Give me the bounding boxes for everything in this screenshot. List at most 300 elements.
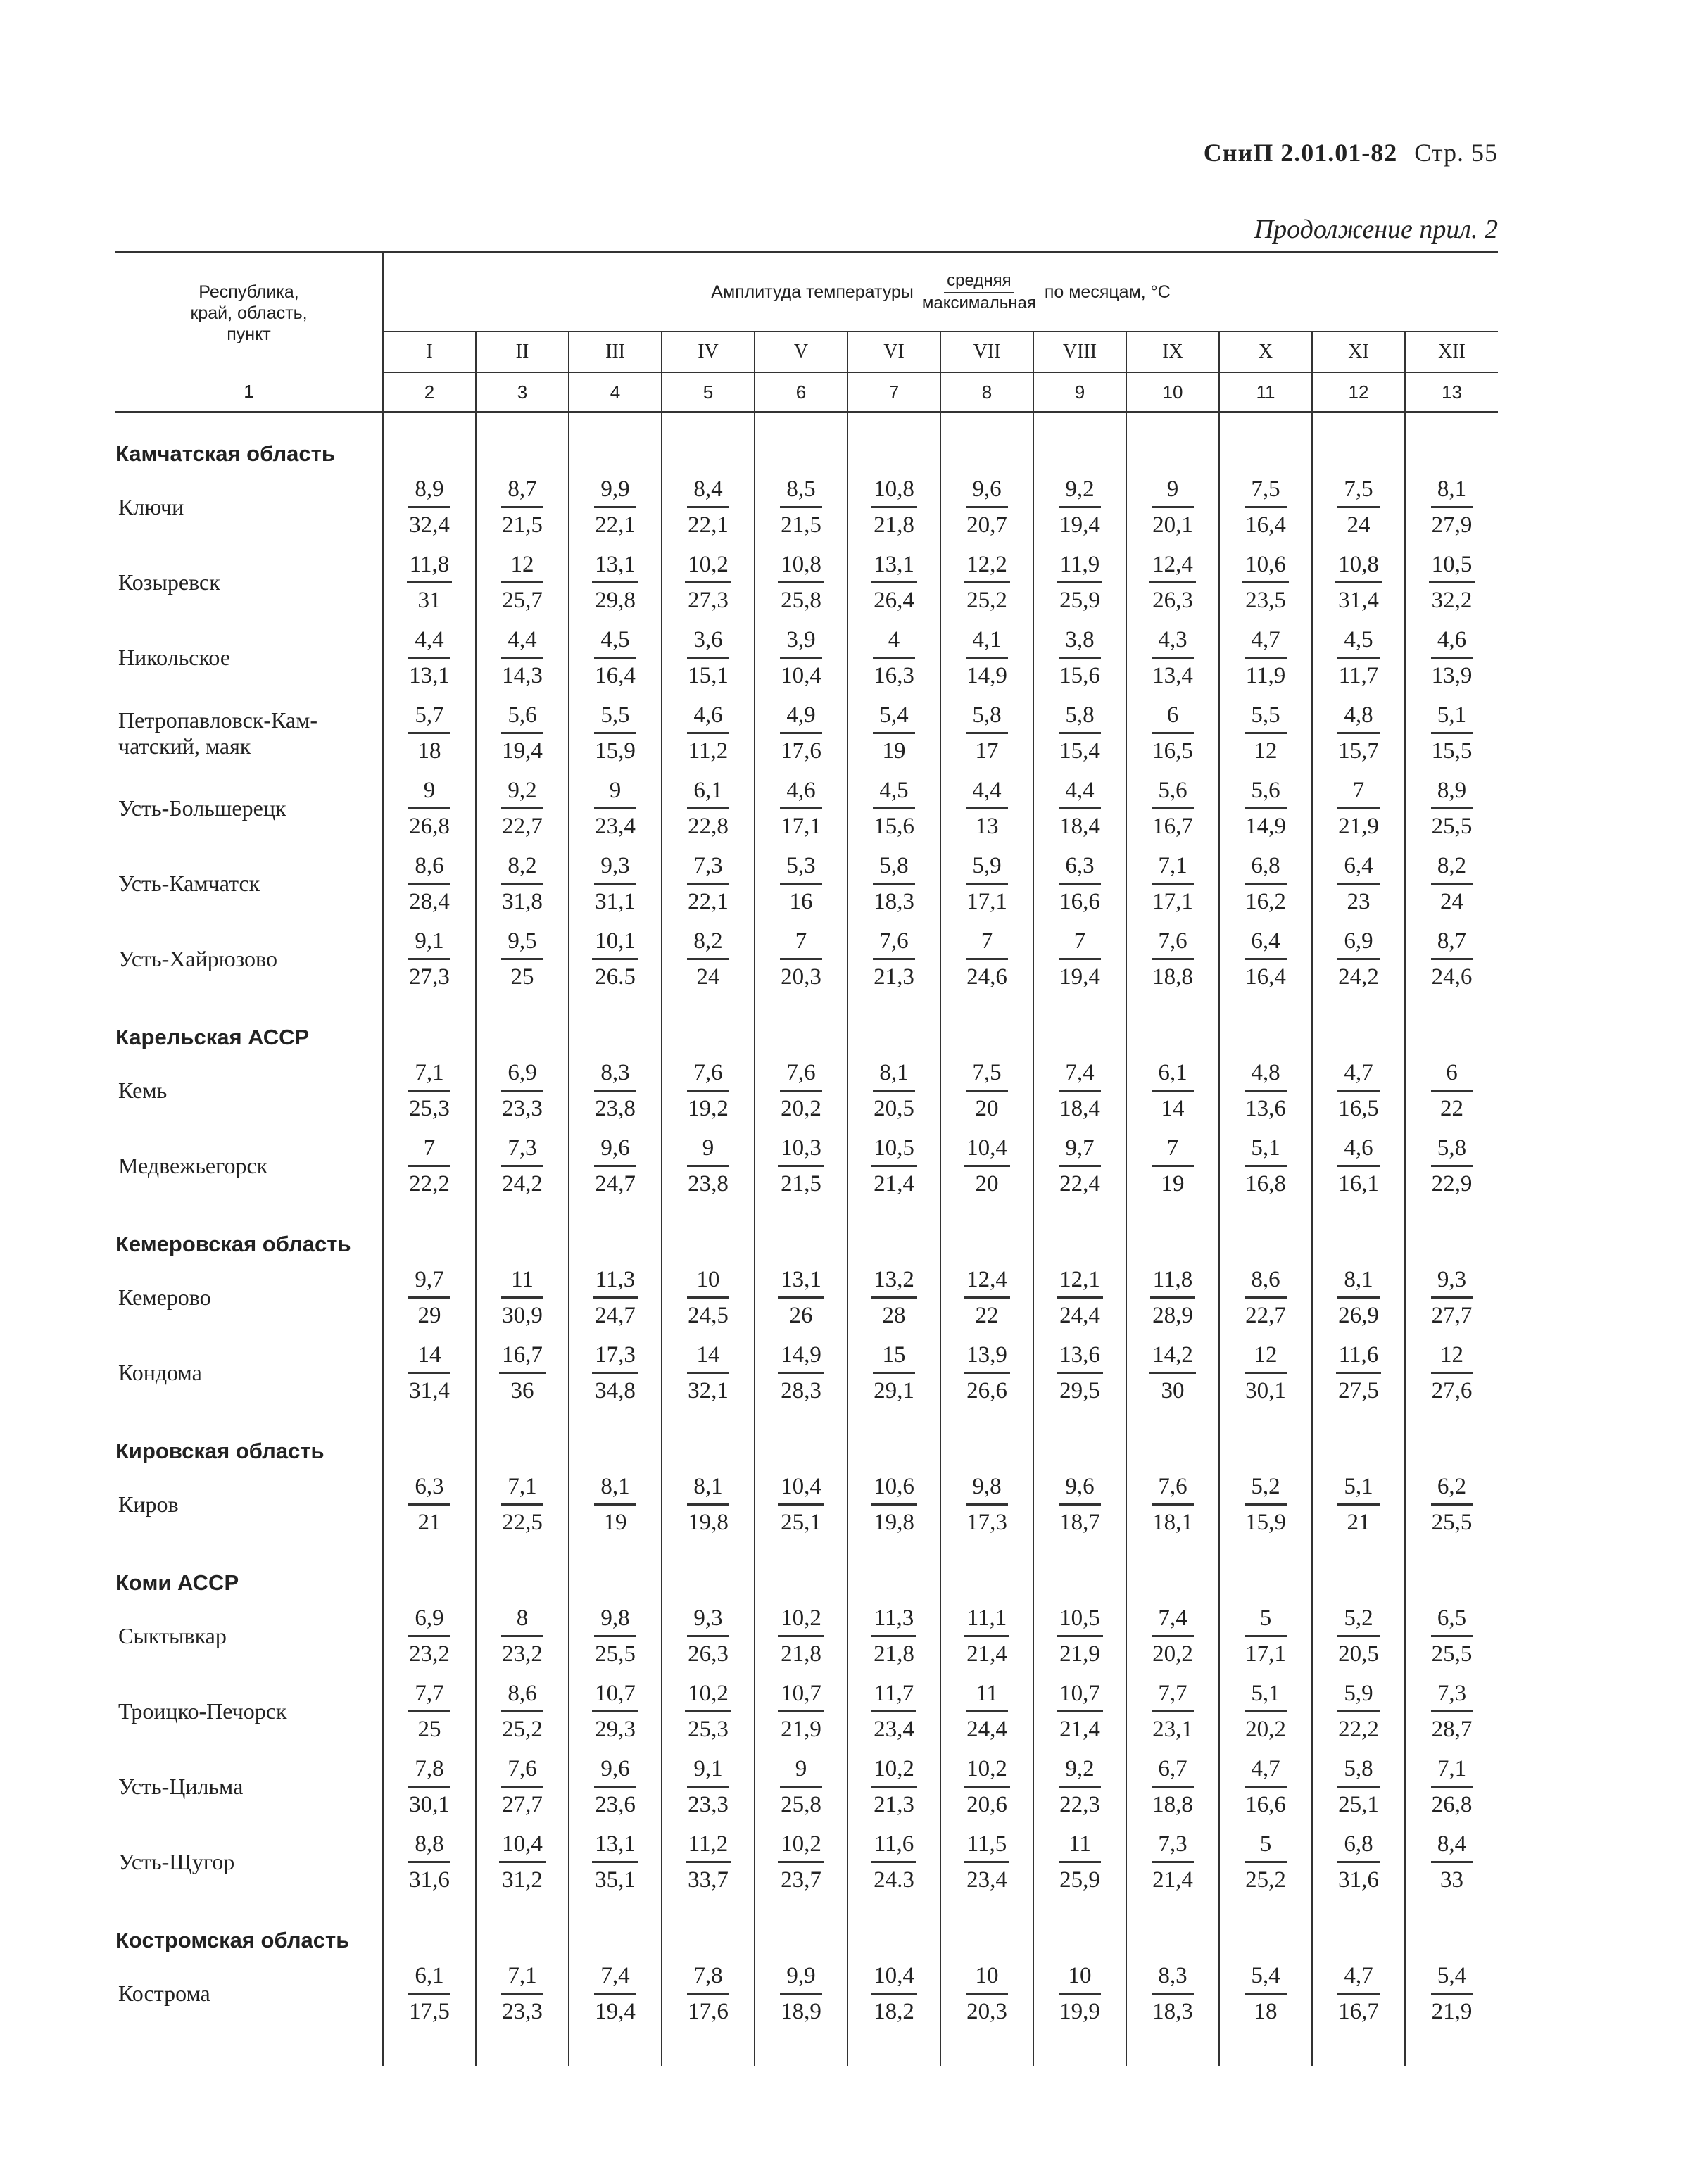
location-name: Ключи [118, 494, 184, 519]
value-cell [383, 1674, 476, 1749]
value-fraction [1245, 1472, 1287, 1536]
empty-cell [383, 412, 476, 470]
value-fraction [1057, 1604, 1103, 1668]
mean-amplitude: 10,3 [778, 1134, 824, 1167]
max-amplitude: 22,3 [1059, 1792, 1100, 1817]
value-fraction [594, 1472, 636, 1536]
mean-amplitude: 7,5 [1337, 475, 1380, 508]
value-fraction [873, 626, 915, 690]
mean-amplitude: 4,5 [1337, 626, 1380, 659]
max-amplitude: 16,6 [1245, 1792, 1286, 1817]
value-cell [1312, 695, 1405, 771]
empty-cell [848, 997, 940, 1053]
max-amplitude: 16,2 [1245, 889, 1286, 914]
table-row [115, 1335, 1498, 1410]
max-amplitude: 15,5 [1431, 738, 1473, 764]
value-cell [1312, 469, 1405, 545]
max-amplitude: 16,8 [1245, 1171, 1286, 1197]
value-fraction [408, 927, 450, 991]
mean-amplitude: 11,6 [1336, 1341, 1382, 1374]
value-fraction [1335, 550, 1382, 614]
value-cell [476, 469, 569, 545]
value-cell [848, 1598, 940, 1674]
mean-amplitude: 12 [1431, 1341, 1473, 1374]
value-cell [1405, 1598, 1498, 1674]
mean-amplitude: 7,6 [501, 1755, 543, 1788]
value-fraction [1431, 1059, 1473, 1123]
value-cell [476, 1053, 569, 1128]
mean-amplitude: 14,2 [1149, 1341, 1196, 1374]
value-fraction [408, 1134, 450, 1198]
value-fraction [1152, 626, 1194, 690]
mean-amplitude: 6,7 [1152, 1755, 1194, 1788]
value-fraction [1431, 852, 1473, 916]
value-cell [1312, 1674, 1405, 1749]
mean-amplitude: 10,2 [964, 1755, 1010, 1788]
mean-amplitude: 9,6 [594, 1755, 636, 1788]
value-fraction [1245, 1679, 1287, 1743]
mean-amplitude: 12,4 [1149, 550, 1196, 583]
value-fraction [780, 701, 822, 765]
value-cell [1126, 545, 1219, 620]
mean-amplitude: 5,4 [1245, 1962, 1287, 1995]
value-fraction [780, 475, 822, 539]
mean-amplitude: 10,4 [964, 1134, 1010, 1167]
mean-amplitude: 5,5 [1245, 701, 1287, 734]
max-amplitude: 22 [1440, 1096, 1463, 1121]
value-cell [1312, 1467, 1405, 1542]
value-fraction [966, 1679, 1008, 1743]
value-cell [1405, 1128, 1498, 1204]
max-amplitude: 32,2 [1431, 588, 1473, 613]
value-cell [940, 1824, 1033, 1900]
max-amplitude: 16,4 [1245, 964, 1286, 990]
value-cell [1405, 1053, 1498, 1128]
mean-amplitude: 5,4 [873, 701, 915, 734]
value-fraction [1431, 1341, 1473, 1405]
value-cell [476, 695, 569, 771]
empty-cell [1126, 1542, 1219, 1598]
mean-amplitude: 7,5 [966, 1059, 1008, 1092]
value-cell [1126, 1824, 1219, 1900]
value-fraction [1337, 776, 1380, 840]
mean-amplitude: 3,9 [780, 626, 822, 659]
empty-cell [569, 2031, 662, 2066]
value-cell [755, 1956, 848, 2031]
mean-amplitude: 11,1 [964, 1604, 1010, 1637]
max-amplitude: 21,9 [781, 1717, 821, 1742]
region-name: Коми АССР [115, 1570, 239, 1595]
value-cell [755, 1749, 848, 1824]
max-amplitude: 22 [975, 1303, 999, 1328]
value-fraction [1057, 1265, 1103, 1330]
empty-cell [1405, 1542, 1498, 1598]
value-cell [1312, 545, 1405, 620]
mean-amplitude: 8,9 [408, 475, 450, 508]
value-cell [569, 1335, 662, 1410]
value-cell [476, 620, 569, 695]
value-fraction [966, 701, 1008, 765]
value-fraction [594, 626, 636, 690]
value-fraction [1337, 626, 1380, 690]
mean-amplitude: 9,3 [1431, 1265, 1473, 1299]
mean-amplitude: 7 [1337, 776, 1380, 809]
max-amplitude: 32,1 [688, 1378, 729, 1403]
value-fraction [778, 1472, 824, 1536]
max-amplitude: 22,1 [688, 512, 729, 538]
max-amplitude: 25,8 [781, 588, 821, 613]
empty-cell [1219, 1204, 1312, 1260]
value-fraction [408, 701, 450, 765]
value-fraction [964, 1134, 1010, 1198]
max-amplitude: 13 [975, 814, 999, 839]
value-fraction [1059, 1830, 1101, 1894]
mean-amplitude: 9,2 [1059, 1755, 1101, 1788]
empty-cell [383, 1900, 476, 1956]
value-cell [662, 921, 755, 997]
value-cell [1033, 1467, 1126, 1542]
max-amplitude: 22,1 [688, 889, 729, 914]
mean-amplitude: 8,1 [594, 1472, 636, 1506]
mean-amplitude: 5,5 [594, 701, 636, 734]
value-fraction [687, 776, 729, 840]
value-fraction [501, 1962, 543, 2026]
mean-amplitude: 12 [501, 550, 543, 583]
value-fraction [871, 1134, 917, 1198]
region-row [115, 1542, 1498, 1598]
max-amplitude: 14,3 [502, 663, 543, 688]
value-fraction [1337, 475, 1380, 539]
max-amplitude: 22,2 [409, 1171, 450, 1197]
value-fraction [1431, 927, 1473, 991]
max-amplitude: 22,9 [1431, 1171, 1473, 1197]
max-amplitude: 19,8 [874, 1510, 914, 1535]
mean-amplitude: 9 [687, 1134, 729, 1167]
mean-amplitude: 11,8 [1150, 1265, 1196, 1299]
max-amplitude: 18,8 [1152, 964, 1193, 990]
value-cell [662, 1053, 755, 1128]
value-cell [848, 1674, 940, 1749]
month-header: II [476, 332, 569, 372]
max-amplitude: 25,3 [688, 1717, 729, 1742]
max-amplitude: 21,8 [874, 1641, 914, 1667]
value-fraction [592, 1341, 638, 1405]
page-number: Стр. 55 [1414, 139, 1498, 167]
value-cell [1312, 846, 1405, 921]
month-header: X [1219, 332, 1312, 372]
value-fraction [778, 1830, 824, 1894]
mean-amplitude: 6,9 [408, 1604, 450, 1637]
amplitude-prefix: Амплитуда температуры [711, 282, 914, 302]
max-amplitude: 18,3 [874, 889, 914, 914]
value-fraction [1431, 1830, 1473, 1894]
mean-amplitude: 7,3 [687, 852, 729, 885]
value-fraction [778, 550, 824, 614]
empty-cell [1033, 1900, 1126, 1956]
max-amplitude: 13,6 [1245, 1096, 1286, 1121]
value-fraction [1337, 1755, 1380, 1819]
value-fraction [594, 1059, 636, 1123]
mean-amplitude: 4,3 [1152, 626, 1194, 659]
mean-amplitude: 6,3 [1059, 852, 1101, 885]
mean-amplitude: 9,8 [594, 1604, 636, 1637]
mean-amplitude: 13,2 [871, 1265, 917, 1299]
value-cell [1033, 1128, 1126, 1204]
value-fraction [594, 776, 636, 840]
region-name: Костромская область [115, 1928, 350, 1952]
value-cell [662, 1824, 755, 1900]
empty-cell [1405, 1204, 1498, 1260]
location-name: Сыктывкар [118, 1623, 227, 1648]
value-cell [1126, 1335, 1219, 1410]
value-fraction [1057, 1679, 1103, 1743]
value-cell [383, 1128, 476, 1204]
max-amplitude: 25 [417, 1717, 441, 1742]
value-fraction [408, 852, 450, 916]
value-cell [1312, 921, 1405, 997]
empty-cell [1219, 1900, 1312, 1956]
value-cell [1312, 1053, 1405, 1128]
value-cell [1405, 1260, 1498, 1335]
value-fraction [1431, 475, 1473, 539]
value-fraction [408, 1059, 450, 1123]
value-fraction [687, 1604, 729, 1668]
value-cell [569, 1956, 662, 2031]
max-amplitude: 21,5 [781, 512, 821, 538]
value-cell [848, 695, 940, 771]
value-fraction [594, 1604, 636, 1668]
mean-amplitude: 8,7 [1431, 927, 1473, 960]
value-fraction [1431, 1755, 1473, 1819]
value-fraction [871, 475, 917, 539]
empty-cell [569, 997, 662, 1053]
max-amplitude: 20,1 [1152, 512, 1193, 538]
mean-amplitude: 4,7 [1337, 1962, 1380, 1995]
max-amplitude: 25,5 [1431, 1510, 1473, 1535]
max-amplitude: 18 [1254, 1999, 1278, 2024]
value-fraction [964, 1755, 1010, 1819]
value-fraction [594, 701, 636, 765]
table-row [115, 1467, 1498, 1542]
mean-amplitude: 9,2 [501, 776, 543, 809]
value-cell [1033, 1824, 1126, 1900]
max-amplitude: 23,4 [595, 814, 636, 839]
mean-amplitude: 7,1 [1431, 1755, 1473, 1788]
value-cell [848, 1335, 940, 1410]
max-amplitude: 25,8 [781, 1792, 821, 1817]
mean-amplitude: 4,4 [408, 626, 450, 659]
value-cell [1126, 1467, 1219, 1542]
mean-amplitude: 4,8 [1337, 701, 1380, 734]
empty-cell [1405, 2031, 1498, 2066]
mean-amplitude: 11,2 [686, 1830, 731, 1863]
value-cell [1219, 695, 1312, 771]
max-amplitude: 13,1 [409, 663, 450, 688]
max-amplitude: 23 [1347, 889, 1371, 914]
value-cell [1405, 469, 1498, 545]
mean-amplitude: 7,4 [1059, 1059, 1101, 1092]
max-amplitude: 17,1 [781, 814, 821, 839]
value-fraction [964, 1830, 1010, 1894]
value-fraction [501, 1472, 543, 1536]
value-cell [755, 771, 848, 846]
mean-amplitude: 12,2 [964, 550, 1010, 583]
mean-amplitude: 10,8 [778, 550, 824, 583]
value-fraction [687, 1341, 729, 1405]
max-amplitude: 28,9 [1152, 1303, 1193, 1328]
month-header: IV [662, 332, 755, 372]
value-fraction [1337, 852, 1380, 916]
mean-amplitude: 7,8 [408, 1755, 450, 1788]
value-cell [848, 771, 940, 846]
value-fraction [1431, 1134, 1473, 1198]
max-amplitude: 21,9 [1431, 1999, 1473, 2024]
max-amplitude: 18,9 [781, 1999, 821, 2024]
max-amplitude: 17,6 [781, 738, 821, 764]
mean-amplitude: 5,8 [1337, 1755, 1380, 1788]
max-amplitude: 21,8 [874, 512, 914, 538]
value-fraction [1337, 927, 1380, 991]
value-cell [1219, 469, 1312, 545]
value-cell [848, 921, 940, 997]
value-cell [662, 1128, 755, 1204]
max-amplitude: 28 [882, 1303, 906, 1328]
mean-amplitude: 7,6 [687, 1059, 729, 1092]
empty-cell [848, 1900, 940, 1956]
max-amplitude: 27,5 [1338, 1378, 1379, 1403]
max-amplitude: 10,4 [781, 663, 821, 688]
mean-amplitude: 9,5 [501, 927, 543, 960]
value-fraction [687, 475, 729, 539]
value-fraction [1337, 1604, 1380, 1668]
location-name: Троицко-Печорск [118, 1698, 287, 1724]
value-cell [662, 1956, 755, 2031]
mean-amplitude: 10,6 [1242, 550, 1289, 583]
column-header-location: Республика, край, область, пункт [115, 252, 383, 372]
mean-amplitude: 5,3 [780, 852, 822, 885]
location-name: Козыревск [118, 569, 220, 595]
value-fraction [1152, 1755, 1194, 1819]
value-cell [1219, 1335, 1312, 1410]
value-cell [476, 1824, 569, 1900]
value-cell [848, 1260, 940, 1335]
max-amplitude: 21,5 [781, 1171, 821, 1197]
max-amplitude: 24,7 [595, 1303, 636, 1328]
value-cell [569, 1128, 662, 1204]
mean-amplitude: 7,6 [1152, 927, 1194, 960]
max-amplitude: 16,4 [595, 663, 636, 688]
max-amplitude: 19,4 [1059, 964, 1100, 990]
value-fraction [1152, 1472, 1194, 1536]
max-amplitude: 24,6 [1431, 964, 1473, 990]
max-amplitude: 19,9 [1059, 1999, 1100, 2024]
document-code: СниП 2.01.01-82 [1203, 139, 1398, 167]
mean-amplitude: 10,7 [592, 1679, 638, 1712]
empty-cell [848, 1542, 940, 1598]
mean-amplitude: 6,2 [1431, 1472, 1473, 1506]
empty-cell [1126, 1900, 1219, 1956]
value-fraction [778, 1265, 824, 1330]
value-cell [1126, 1598, 1219, 1674]
value-fraction [408, 1679, 450, 1743]
value-fraction [1152, 701, 1194, 765]
mean-amplitude: 7,1 [501, 1962, 543, 1995]
value-cell [569, 921, 662, 997]
value-fraction [871, 1472, 917, 1536]
max-amplitude: 17,1 [966, 889, 1007, 914]
mean-amplitude: 6,1 [408, 1962, 450, 1995]
value-cell [1219, 771, 1312, 846]
max-amplitude: 24,6 [966, 964, 1007, 990]
max-amplitude: 20,7 [966, 512, 1007, 538]
location-name: Кострома [118, 1981, 210, 2006]
value-cell [383, 620, 476, 695]
max-amplitude: 18,8 [1152, 1792, 1193, 1817]
mean-amplitude: 12,1 [1057, 1265, 1103, 1299]
value-fraction [592, 1830, 638, 1894]
value-fraction [871, 1679, 917, 1743]
empty-cell [1033, 412, 1126, 470]
max-amplitude: 21,4 [1152, 1867, 1193, 1893]
table-row [115, 1598, 1498, 1674]
location-name: Кондома [118, 1360, 202, 1385]
value-fraction [408, 1755, 450, 1819]
value-fraction [501, 701, 543, 765]
value-fraction [408, 1830, 450, 1894]
region-row [115, 412, 1498, 470]
max-amplitude: 25,5 [1431, 814, 1473, 839]
value-cell [383, 1598, 476, 1674]
value-fraction [1152, 1962, 1194, 2026]
empty-cell [1126, 1410, 1219, 1467]
empty-cell [1219, 1410, 1312, 1467]
empty-cell [1405, 1900, 1498, 1956]
max-amplitude: 19 [882, 738, 906, 764]
max-amplitude: 21 [417, 1510, 441, 1535]
max-amplitude: 25,5 [595, 1641, 636, 1667]
value-cell [1219, 1674, 1312, 1749]
mean-amplitude: 9,3 [594, 852, 636, 885]
max-amplitude: 26,8 [409, 814, 450, 839]
empty-cell [848, 1204, 940, 1260]
mean-amplitude: 16,7 [499, 1341, 546, 1374]
mean-amplitude: 5,8 [873, 852, 915, 885]
mean-amplitude: 10,8 [1335, 550, 1382, 583]
mean-amplitude: 6,1 [1152, 1059, 1194, 1092]
max-amplitude: 31,4 [409, 1378, 450, 1403]
max-amplitude: 19,4 [1059, 512, 1100, 538]
empty-cell [755, 2031, 848, 2066]
max-amplitude: 17,5 [409, 1999, 450, 2024]
max-amplitude: 25,2 [1245, 1867, 1286, 1893]
column-number: 7 [848, 372, 940, 412]
value-fraction [1057, 550, 1103, 614]
column-number: 11 [1219, 372, 1312, 412]
mean-amplitude: 10,2 [778, 1830, 824, 1863]
table-row [115, 1824, 1498, 1900]
value-fraction [592, 927, 638, 991]
mean-amplitude: 5,2 [1245, 1472, 1287, 1506]
value-cell [1033, 1335, 1126, 1410]
table-row [115, 771, 1498, 846]
value-cell [1126, 620, 1219, 695]
value-fraction [408, 1962, 450, 2026]
mean-amplitude: 7,7 [1152, 1679, 1194, 1712]
value-fraction [1431, 1265, 1473, 1330]
max-amplitude: 27,3 [409, 964, 450, 990]
empty-cell [662, 2031, 755, 2066]
column-number: 9 [1033, 372, 1126, 412]
